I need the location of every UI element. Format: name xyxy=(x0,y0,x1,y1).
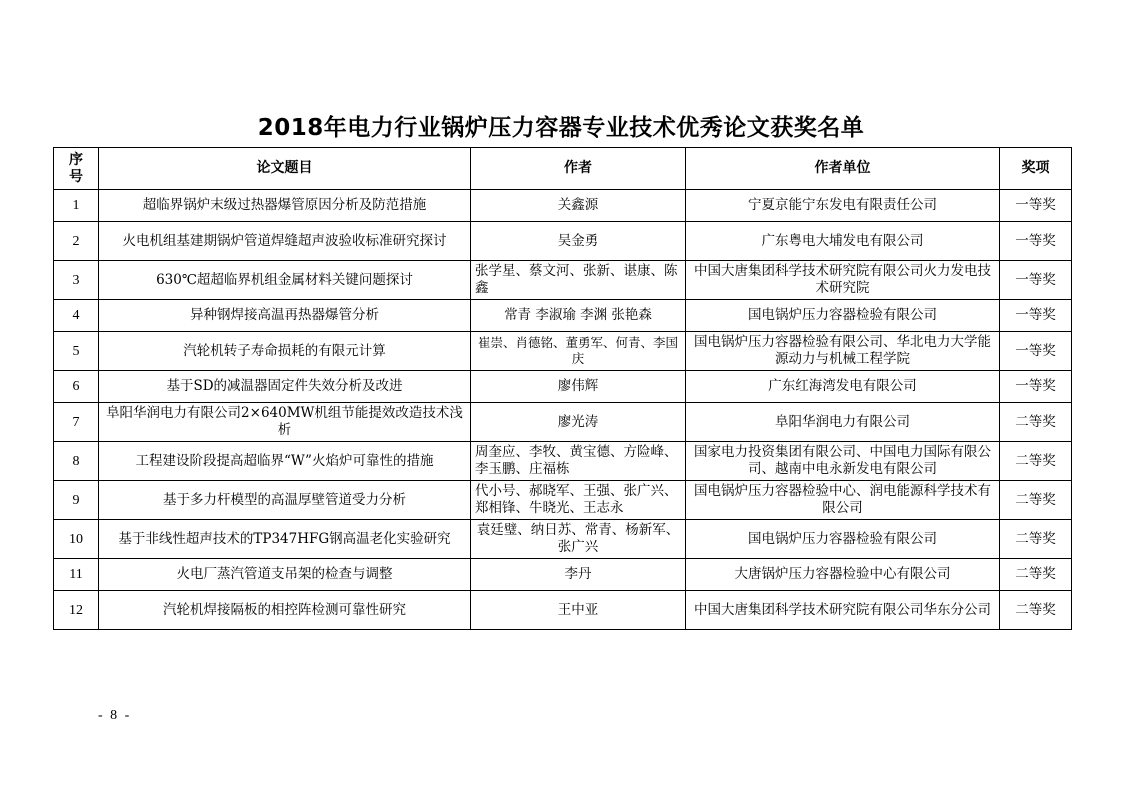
cell-award: 二等奖 xyxy=(1000,520,1072,559)
cell-title: 火电厂蒸汽管道支吊架的检查与调整 xyxy=(99,559,471,591)
cell-no: 1 xyxy=(54,190,99,222)
cell-author: 代小号、郝晓军、王强、张广兴、郑相锋、牛晓光、王志永 xyxy=(471,481,686,520)
cell-award: 一等奖 xyxy=(1000,300,1072,332)
cell-no: 12 xyxy=(54,591,99,630)
table-header-row xyxy=(54,148,1072,190)
header-award: 奖项 xyxy=(1000,148,1072,190)
cell-author: 张学星、蔡文河、张新、谌康、陈鑫 xyxy=(471,261,686,300)
cell-title: 基于多力杆模型的高温厚壁管道受力分析 xyxy=(99,481,471,520)
cell-author: 崔崇、肖德铭、董勇军、何青、李国庆 xyxy=(471,332,686,371)
cell-award: 二等奖 xyxy=(1000,403,1072,442)
cell-unit: 广东粤电大埔发电有限公司 xyxy=(686,222,1000,261)
table-row xyxy=(54,371,1072,403)
cell-award: 二等奖 xyxy=(1000,591,1072,630)
cell-unit: 国电锅炉压力容器检验有限公司、华北电力大学能源动力与机械工程学院 xyxy=(686,332,1000,371)
table-row xyxy=(54,222,1072,261)
cell-award: 二等奖 xyxy=(1000,481,1072,520)
cell-title: 火电机组基建期锅炉管道焊缝超声波验收标准研究探讨 xyxy=(99,222,471,261)
cell-unit: 阜阳华润电力有限公司 xyxy=(686,403,1000,442)
cell-title: 异种钢焊接高温再热器爆管分析 xyxy=(99,300,471,332)
cell-author: 袁廷璧、纳日苏、常青、杨新军、张广兴 xyxy=(471,520,686,559)
cell-unit: 中国大唐集团科学技术研究院有限公司火力发电技术研究院 xyxy=(686,261,1000,300)
table-row xyxy=(54,559,1072,591)
header-author: 作者 xyxy=(471,148,686,190)
cell-no: 8 xyxy=(54,442,99,481)
table-row xyxy=(54,261,1072,300)
cell-title: 工程建设阶段提高超临界“W”火焰炉可靠性的措施 xyxy=(99,442,471,481)
cell-award: 一等奖 xyxy=(1000,332,1072,371)
cell-award: 一等奖 xyxy=(1000,371,1072,403)
cell-author: 王中亚 xyxy=(471,591,686,630)
cell-award: 一等奖 xyxy=(1000,190,1072,222)
cell-title: 基于非线性超声技术的TP347HFG钢高温老化实验研究 xyxy=(99,520,471,559)
cell-unit: 国电锅炉压力容器检验有限公司 xyxy=(686,520,1000,559)
table-row xyxy=(54,300,1072,332)
cell-no: 6 xyxy=(54,371,99,403)
cell-author: 关鑫源 xyxy=(471,190,686,222)
cell-award: 二等奖 xyxy=(1000,442,1072,481)
cell-no: 9 xyxy=(54,481,99,520)
page-number: - 8 - xyxy=(98,708,132,723)
cell-title: 630℃超超临界机组金属材料关键问题探讨 xyxy=(99,261,471,300)
table-row xyxy=(54,442,1072,481)
cell-unit: 大唐锅炉压力容器检验中心有限公司 xyxy=(686,559,1000,591)
cell-award: 二等奖 xyxy=(1000,559,1072,591)
cell-author: 李丹 xyxy=(471,559,686,591)
header-no: 序 号 xyxy=(54,148,99,190)
cell-award: 一等奖 xyxy=(1000,261,1072,300)
cell-no: 4 xyxy=(54,300,99,332)
cell-no: 3 xyxy=(54,261,99,300)
cell-unit: 国电锅炉压力容器检验有限公司 xyxy=(686,300,1000,332)
cell-author: 常青 李淑瑜 李渊 张艳森 xyxy=(471,300,686,332)
cell-unit: 广东红海湾发电有限公司 xyxy=(686,371,1000,403)
cell-no: 5 xyxy=(54,332,99,371)
cell-title: 汽轮机焊接隔板的相控阵检测可靠性研究 xyxy=(99,591,471,630)
cell-award: 一等奖 xyxy=(1000,222,1072,261)
cell-author: 周奎应、李牧、黄宝德、方险峰、李玉鹏、庄福栋 xyxy=(471,442,686,481)
cell-no: 11 xyxy=(54,559,99,591)
cell-author: 廖光涛 xyxy=(471,403,686,442)
cell-title: 基于SD的减温器固定件失效分析及改进 xyxy=(99,371,471,403)
table-row xyxy=(54,332,1072,371)
table-row xyxy=(54,520,1072,559)
cell-author: 吴金勇 xyxy=(471,222,686,261)
cell-no: 10 xyxy=(54,520,99,559)
header-unit: 作者单位 xyxy=(686,148,1000,190)
table-row xyxy=(54,190,1072,222)
header-paper-title: 论文题目 xyxy=(99,148,471,190)
table-row xyxy=(54,591,1072,630)
award-table xyxy=(53,147,1072,630)
cell-unit: 国电锅炉压力容器检验中心、润电能源科学技术有限公司 xyxy=(686,481,1000,520)
table-row xyxy=(54,481,1072,520)
cell-unit: 国家电力投资集团有限公司、中国电力国际有限公司、越南中电永新发电有限公司 xyxy=(686,442,1000,481)
table-row xyxy=(54,403,1072,442)
cell-title: 汽轮机转子寿命损耗的有限元计算 xyxy=(99,332,471,371)
cell-title: 超临界锅炉末级过热器爆管原因分析及防范措施 xyxy=(99,190,471,222)
cell-no: 7 xyxy=(54,403,99,442)
cell-unit: 中国大唐集团科学技术研究院有限公司华东分公司 xyxy=(686,591,1000,630)
cell-unit: 宁夏京能宁东发电有限责任公司 xyxy=(686,190,1000,222)
cell-no: 2 xyxy=(54,222,99,261)
page-title: 2018年电力行业锅炉压力容器专业技术优秀论文获奖名单 xyxy=(257,115,865,141)
cell-title: 阜阳华润电力有限公司2×640MW机组节能提效改造技术浅析 xyxy=(99,403,471,442)
cell-author: 廖伟辉 xyxy=(471,371,686,403)
